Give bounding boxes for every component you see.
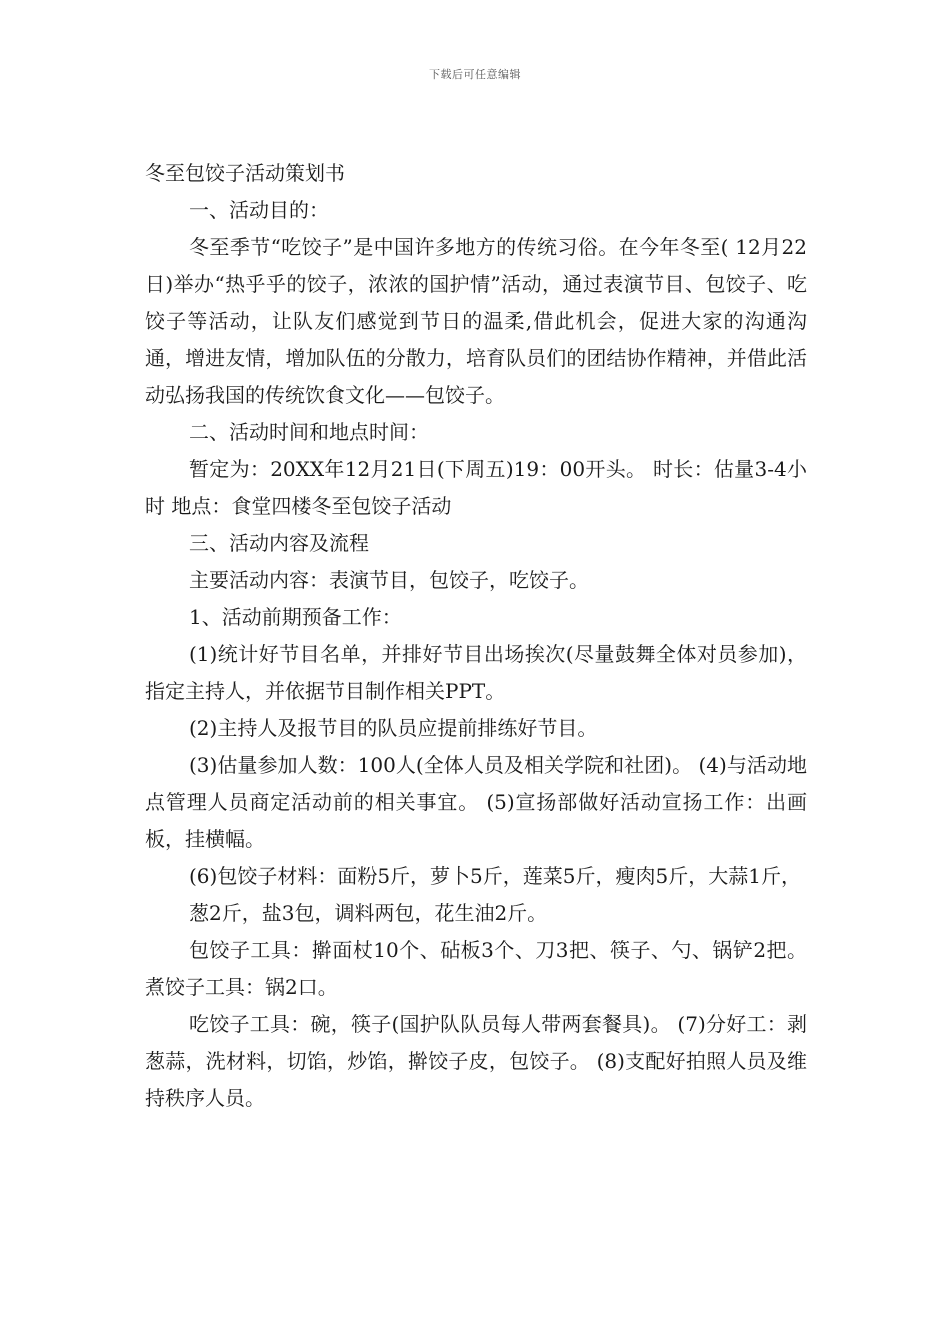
list-item-1: (1)统计好节目名单，并排好节目出场挨次(尽量鼓舞全体对员参加)，指定主持人，并依据节目制作相关PPT。 bbox=[145, 642, 807, 703]
list-item-6: (6)包饺子材料：面粉5斤，萝卜5斤，莲菜5斤，瘦肉5斤，大蒜1斤， bbox=[189, 864, 801, 888]
list-item-6-continued: 葱2斤，盐3包，调料两包，花生油2斤。 bbox=[189, 901, 548, 925]
section-heading-content: 三、活动内容及流程 bbox=[189, 531, 369, 555]
paragraph-purpose: 冬至季节“吃饺子”是中国许多地方的传统习俗。在今年冬至( 12月22日)举办“热乎乎的饺子，浓浓的国护情”活动，通过表演节目、包饺子、吃饺子等活动，让队友们感觉到节日的温柔,借此机会，促进大家的沟通沟通，增进友情，增加队伍的分散力，培育队员们的团结协作精神，并借此活动弘扬我国的传统饮食文化——包饺子。 bbox=[145, 235, 807, 407]
document-title: 冬至包饺子活动策划书 bbox=[145, 161, 345, 185]
page-header-note: 下载后可任意编辑 bbox=[429, 68, 521, 81]
paragraph-main-content: 主要活动内容：表演节目，包饺子，吃饺子。 bbox=[189, 568, 589, 592]
paragraph-tools-eating: 吃饺子工具：碗，筷子(国护队队员每人带两套餐具)。 (7)分好工：剥葱蒜，洗材料，切馅，炒馅，擀饺子皮，包饺子。 (8)支配好拍照人员及维持秩序人员。 bbox=[145, 1012, 807, 1110]
list-item-3-5: (3)估量参加人数：100人(全体人员及相关学院和社团)。 (4)与活动地点管理人员商定活动前的相关事宜。 (5)宣扬部做好活动宣扬工作：出画板，挂横幅。 bbox=[145, 753, 807, 851]
paragraph-time-place: 暂定为：20XX年12月21日(下周五)19：00开头。 时长：估量3-4小时 地点：食堂四楼冬至包饺子活动 bbox=[145, 457, 807, 518]
list-item-2: (2)主持人及报节目的队员应提前排练好节目。 bbox=[189, 716, 598, 740]
subheading-preparation: 1、活动前期预备工作： bbox=[189, 605, 402, 629]
section-heading-time-place: 二、活动时间和地点时间： bbox=[189, 420, 429, 444]
paragraph-tools-making: 包饺子工具：擀面杖10个、砧板3个、刀3把、筷子、勺、锅铲2把。 煮饺子工具：锅2口。 bbox=[145, 938, 807, 999]
document-body bbox=[145, 155, 807, 1117]
section-heading-purpose: 一、活动目的： bbox=[189, 198, 329, 222]
